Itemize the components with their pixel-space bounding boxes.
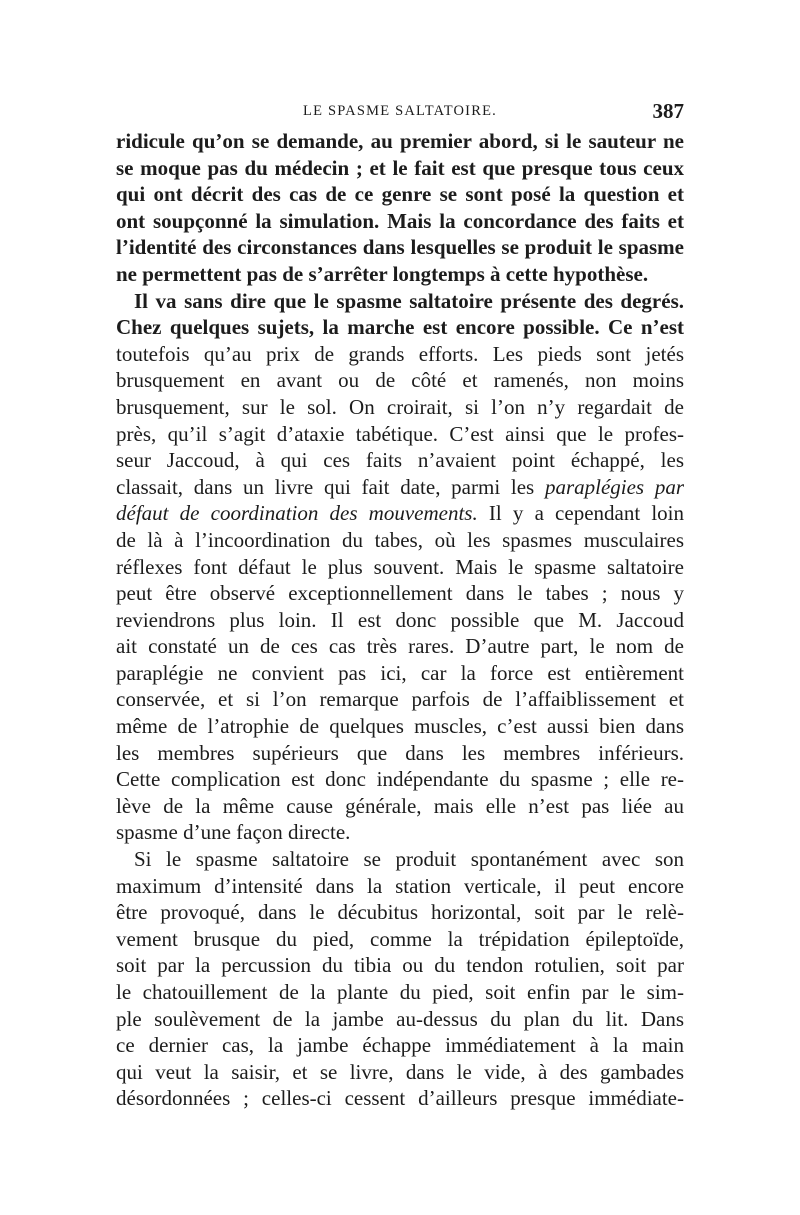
- text-line: ait constaté un de ces cas très rares. D’autre part, le nom de: [116, 634, 684, 659]
- text-line: Cette complication est donc indépendante du spasme ; elle re-: [116, 767, 684, 792]
- text-line: qui ont décrit des cas de ce genre se sont posé la question et: [116, 182, 684, 207]
- text-line: toutefois qu’au prix de grands efforts. Les pieds sont jetés: [116, 341, 684, 366]
- text-line: [116, 500, 684, 527]
- italic-phrase: défaut de coordination des mouvements.: [116, 501, 478, 526]
- text-line: qui veut la saisir, et se livre, dans le vide, à des gambades: [116, 1059, 684, 1084]
- text-line: reviendrons plus loin. Il est donc possible que M. Jaccoud: [116, 607, 684, 632]
- text-segment: Il y a cependant loin: [488, 501, 684, 526]
- text-line: brusquement, sur le sol. On croirait, si l’on n’y regardait de: [116, 394, 684, 419]
- text-line: lève de la même cause générale, mais elle n’est pas liée au: [116, 793, 684, 818]
- text-line: soit par la percussion du tibia ou du tendon rotulien, soit par: [116, 953, 684, 978]
- text-line: ce dernier cas, la jambe échappe immédiatement à la main: [116, 1033, 684, 1058]
- text-line: [116, 474, 684, 501]
- text-line: ne permettent pas de s’arrêter longtemps à cette hypothèse.: [116, 261, 649, 286]
- text-line: désordonnées ; celles-ci cessent d’ailleurs presque immédiate-: [116, 1086, 684, 1111]
- text-line: ple soulèvement de la jambe au-dessus du plan du lit. Dans: [116, 1006, 684, 1031]
- text-line: être provoqué, dans le décubitus horizontal, soit par le relè-: [116, 900, 684, 925]
- text-line: même de l’atrophie de quelques muscles, c’est aussi bien dans: [116, 714, 684, 739]
- text-line: brusquement en avant ou de côté et ramenés, non moins: [116, 368, 684, 393]
- italic-phrase: paraplégies par: [544, 474, 684, 499]
- text-line: vement brusque du pied, comme la trépidation épileptoïde,: [116, 926, 684, 951]
- text-line: paraplégie ne convient pas ici, car la force est entièrement: [116, 660, 684, 685]
- running-head: [116, 99, 684, 125]
- text-line: Si le spasme saltatoire se produit spontanément avec son: [134, 847, 684, 872]
- running-title: LE SPASME SALTATOIRE.: [303, 103, 497, 119]
- page-number: 387: [652, 99, 684, 123]
- text-line: conservée, et si l’on remarque parfois de l’affaiblissement et: [116, 687, 684, 712]
- text-line: le chatouillement de la plante du pied, soit enfin par le sim-: [116, 980, 684, 1004]
- text-line: se moque pas du médecin ; et le fait est que presque tous ceux: [116, 155, 684, 180]
- text-line: maximum d’intensité dans la station verticale, il peut encore: [116, 873, 684, 898]
- text-line: peut être observé exceptionnellement dans le tabes ; nous y: [116, 581, 684, 606]
- text-line: ont soupçonné la simulation. Mais la concordance des faits et: [116, 208, 684, 233]
- text-line: seur Jaccoud, à qui ces faits n’avaient point échappé, les: [116, 448, 684, 473]
- text-line: Il va sans dire que le spasme saltatoire présente des degrés.: [134, 288, 684, 313]
- text-line: spasme d’une façon directe.: [116, 820, 351, 845]
- text-line: l’identité des circonstances dans lesquelles se produit le spasme: [116, 235, 684, 260]
- text-segment: classait, dans un livre qui fait date, parmi les: [116, 474, 535, 499]
- text-line: Chez quelques sujets, la marche est encore possible. Ce n’est: [116, 315, 684, 340]
- text-line: ridicule qu’on se demande, au premier abord, si le sauteur ne: [116, 129, 684, 153]
- text-line: de là à l’incoordination du tabes, où les spasmes musculaires: [116, 527, 684, 552]
- body-text: [116, 128, 684, 1112]
- text-line: près, qu’il s’agit d’ataxie tabétique. C’est ainsi que le profes-: [116, 421, 684, 446]
- text-line: les membres supérieurs que dans les membres inférieurs.: [116, 740, 684, 765]
- text-line: réflexes font défaut le plus souvent. Mais le spasme saltatoire: [116, 554, 684, 579]
